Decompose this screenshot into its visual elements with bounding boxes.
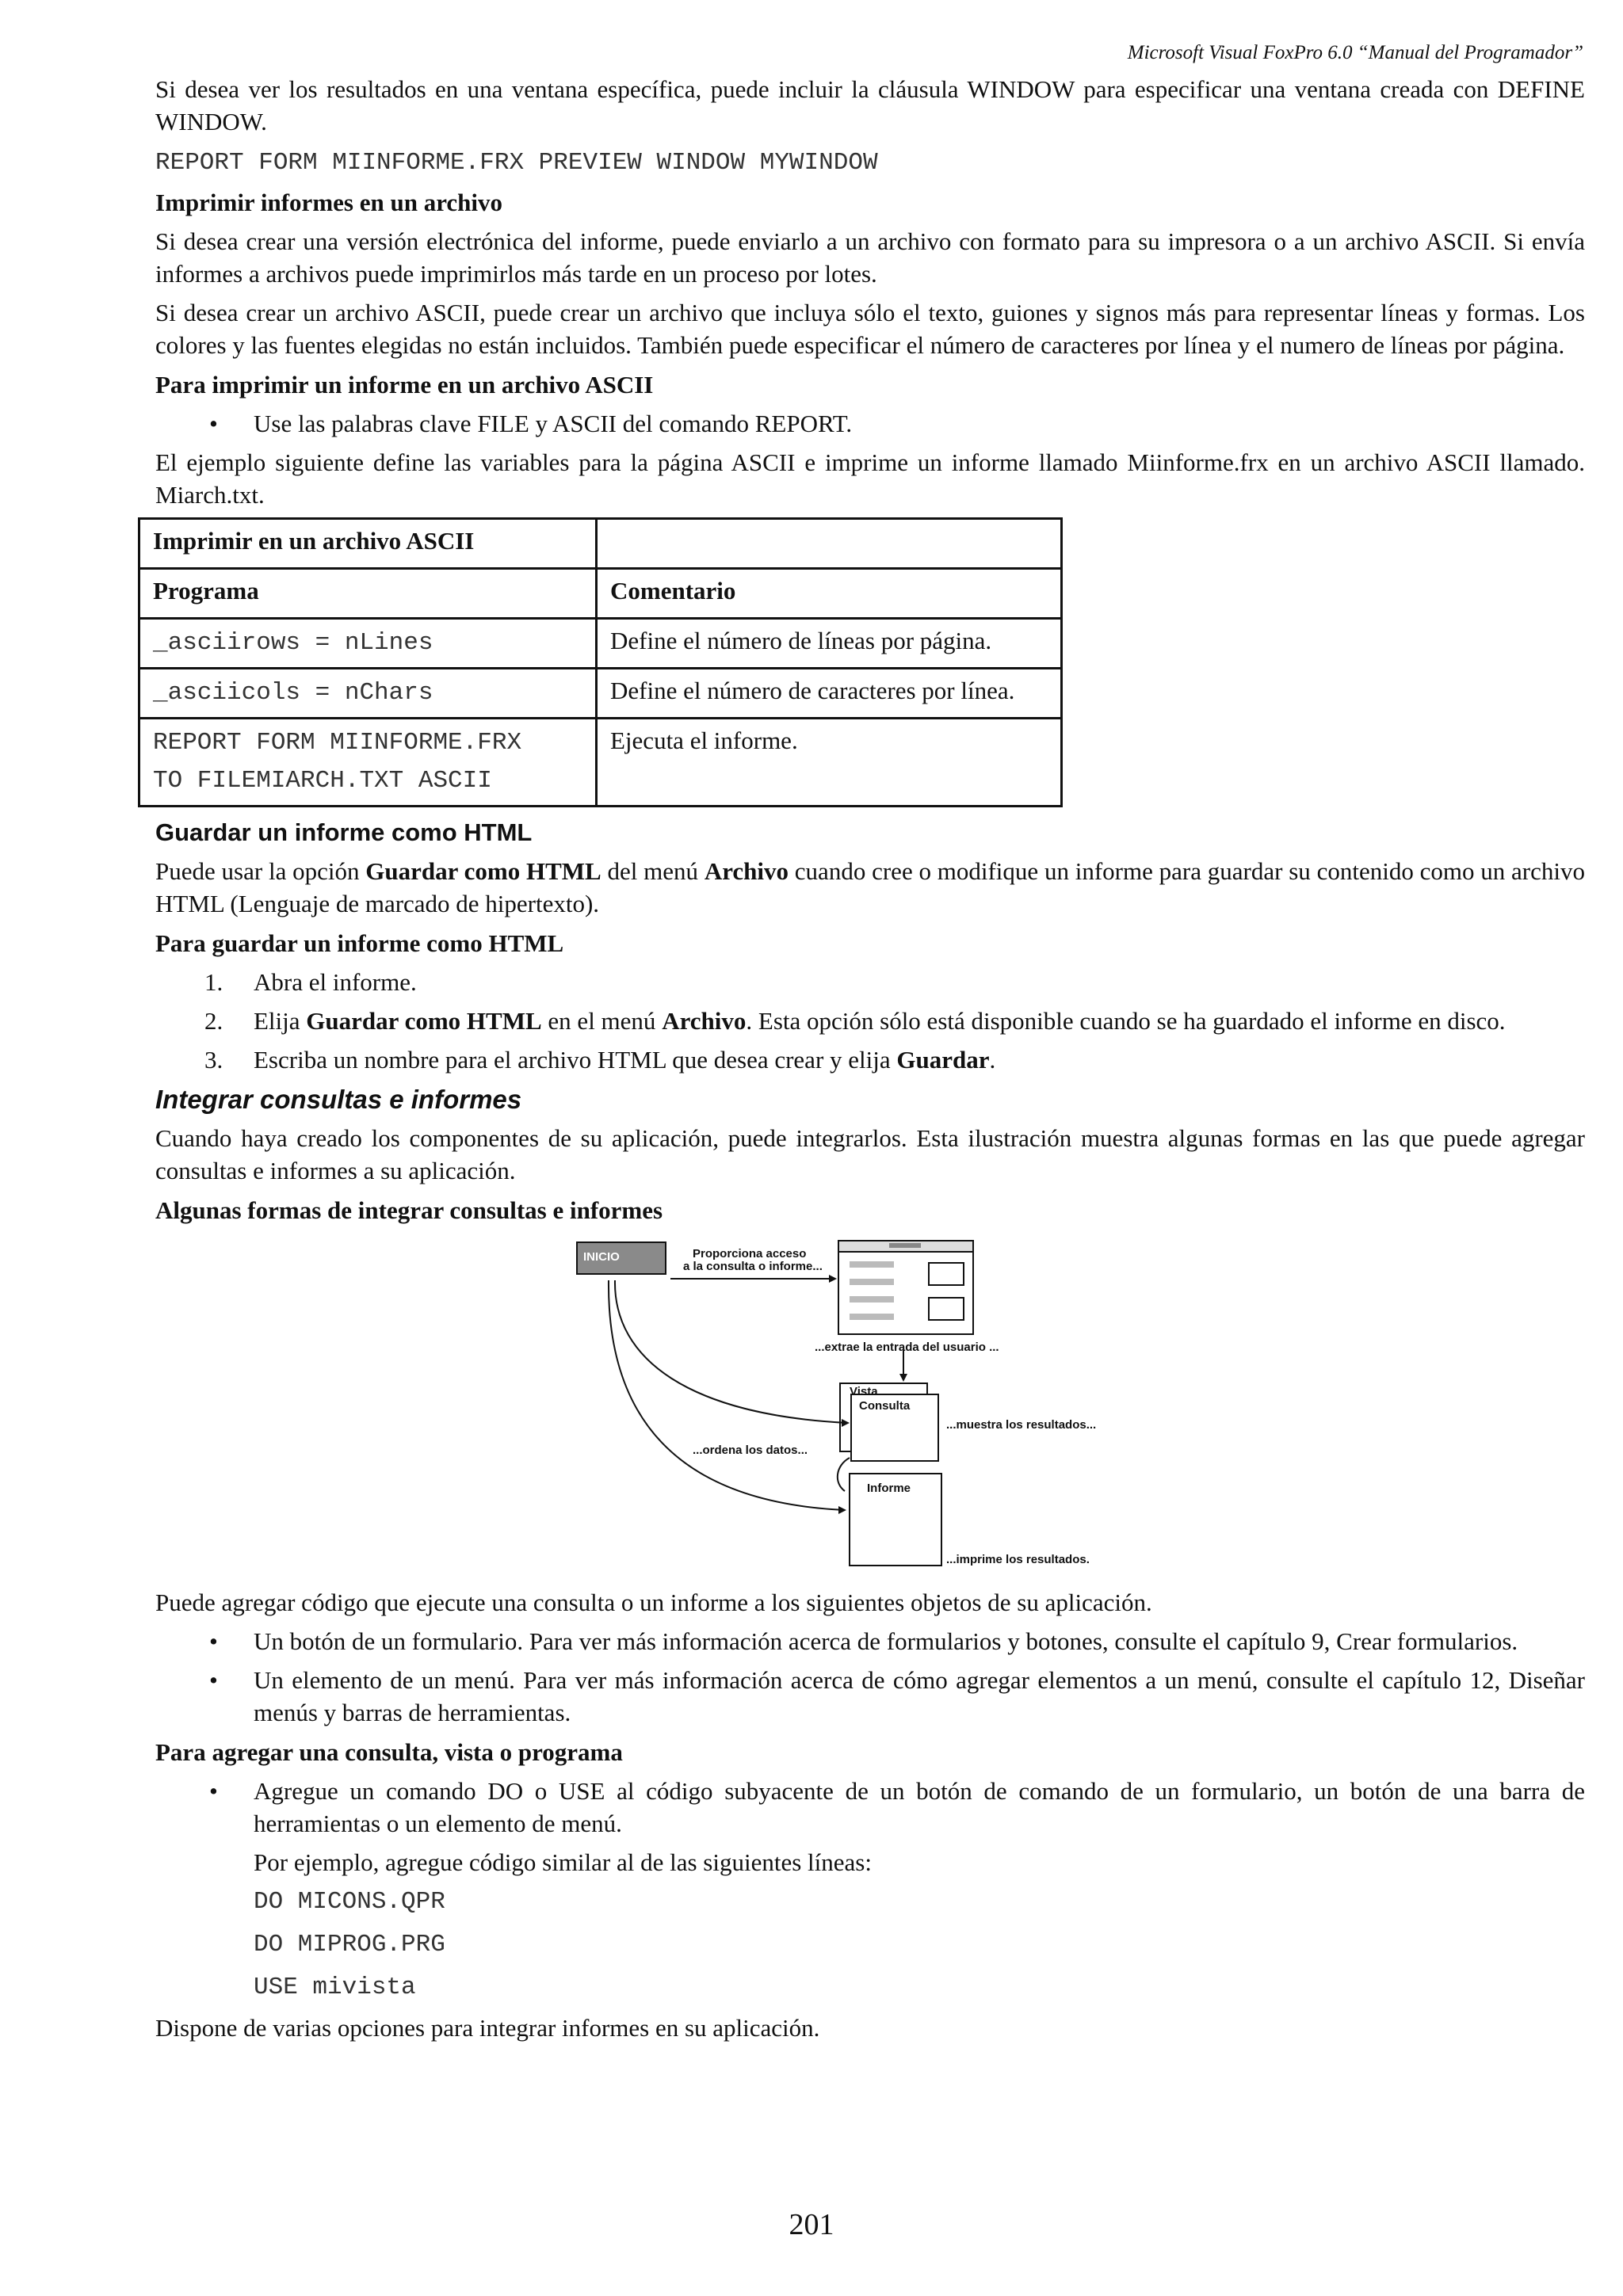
paragraph-ejemplo-ascii: El ejemplo siguiente define las variables para la página ASCII e imprime un informe llamado Miinforme.frx en un archivo ASCII llamado. Miarch.txt. [155,448,1585,509]
imprime-label: ...imprime los resultados. [946,1553,1090,1566]
arrowhead [899,1374,907,1382]
bullet-file-ascii: • Use las palabras clave FILE y ASCII del comando REPORT. [155,407,1585,440]
paragraph-agregar-codigo: Puede agregar código que ejecute una consulta o un informe a los siguientes objetos de su aplicación. [155,1589,1152,1616]
table-comment-cell: Define el número de caracteres por línea. [597,669,1062,719]
table-title: Imprimir en un archivo ASCII [139,519,597,569]
arrowhead [829,1275,837,1283]
paragraph-integrar: Cuando haya creado los componentes de su aplicación, puede integrarlos. Esta ilustración muestra algunas formas en las que puede agregar consultas e informes a su aplicación. [155,1124,1585,1184]
table-code-cell-line2: TO FILEMIARCH.TXT ASCII [153,767,492,795]
table-comment-cell: Define el número de líneas por página. [597,619,1062,669]
heading-imprimir-ascii: Para imprimir un informe en un archivo ASCII [155,371,654,399]
paragraph-archivo-ascii: Si desea crear un archivo ASCII, puede crear un archivo que incluya sólo el texto, guiones y signos más para representar líneas y formas. Los colores y las fuentes elegidas no están incluidos. También puede especificar el número de caracteres por línea y el numero de líneas por página. [155,299,1585,359]
form-title-mark [889,1243,921,1248]
vista-label: Vista [850,1385,878,1398]
integration-diagram [563,1233,1181,1581]
table-row [139,619,1062,669]
table-row [139,719,1062,807]
heading-algunas-formas: Algunas formas de integrar consultas e informes [155,1196,663,1224]
ascii-table [138,517,1063,807]
paragraph-opciones: Dispone de varias opciones para integrar informes en su aplicación. [155,2014,820,2042]
paragraph-por-ejemplo: Por ejemplo, agregue código similar al de las siguientes líneas: [254,1848,872,1876]
table-title-row [139,519,1062,569]
curve-to-consulta [615,1280,848,1423]
heading-imprimir-archivo: Imprimir informes en un archivo [155,189,503,216]
column-header-programa: Programa [139,569,597,619]
muestra-label: ...muestra los resultados... [946,1418,1097,1432]
table-header-row [139,569,1062,619]
table-title-empty-cell [597,519,1062,569]
form-box [929,1298,964,1320]
bullet-comando-do: • Agregue un comando DO o USE al código subyacente de un botón de comando de un formulario, un botón de una barra de herramientas o un elemento de menú. [155,1775,1585,1840]
form-field-line [850,1261,894,1268]
page-number: 201 [789,2208,834,2241]
page-content [155,73,1585,2050]
curve-sort [838,1458,850,1491]
informe-label: Informe [867,1482,911,1495]
bullet-elemento-menu: • Un elemento de un menú. Para ver más información acerca de cómo agregar elementos a un menú, consulte el capítulo 12, Diseñar menús y barras de herramientas. [155,1664,1585,1729]
heading-integrar: Integrar consultas e informes [155,1085,522,1114]
step-2: 2. Elija Guardar como HTML en el menú Archivo. Esta opción sólo está disponible cuando se ha guardado el informe en disco. [204,1007,1506,1035]
arrowhead [838,1506,846,1514]
form-field-line [850,1296,894,1302]
running-header: Microsoft Visual FoxPro 6.0 “Manual del Programador” [1127,42,1583,63]
form-field-line [850,1314,894,1320]
table-comment-cell: Ejecuta el informe. [597,719,1062,807]
heading-agregar-consulta: Para agregar una consulta, vista o programa [155,1738,623,1766]
paragraph-version-electronica: Si desea crear una versión electrónica del informe, puede enviarlo a un archivo con formato para su impresora o a un archivo ASCII. Si envía informes a archivos puede imprimirlos más tarde en un proceso por lotes. [155,227,1585,288]
extrae-label: ...extrae la entrada del usuario ... [815,1341,999,1354]
paragraph-guardar-html: Puede usar la opción Guardar como HTML del menú Archivo cuando cree o modifique un informe para guardar su contenido como un archivo HTML (Lenguaje de marcado de hipertexto). [155,857,1585,917]
heading-para-guardar-html: Para guardar un informe como HTML [155,929,564,957]
access-label-1: Proporciona acceso [693,1247,807,1261]
table-code-cell: _asciicols = nChars [153,679,433,707]
table-code-cell: _asciirows = nLines [153,629,433,657]
consulta-label: Consulta [859,1399,911,1413]
paragraph-window: Si desea ver los resultados en una ventana específica, puede incluir la cláusula WINDOW para especificar una ventana creada con DEFINE WINDOW. [155,75,1585,135]
inicio-label: INICIO [583,1250,620,1264]
curve-to-informe [609,1280,845,1510]
step-1: 1. Abra el informe. [204,968,417,996]
access-label-2: a la consulta o informe... [683,1260,823,1273]
code-do-miprog: DO MIPROG.PRG [254,1931,445,1958]
step-3: 3. Escriba un nombre para el archivo HTML que desea crear y elija Guardar. [204,1046,996,1074]
code-report-preview: REPORT FORM MIINFORME.FRX PREVIEW WINDOW MYWINDOW [155,149,878,177]
code-use-mivista: USE mivista [254,1974,416,2001]
heading-guardar-html: Guardar un informe como HTML [155,818,533,846]
ordena-label: ...ordena los datos... [693,1444,808,1457]
table-code-cell: REPORT FORM MIINFORME.FRX [153,729,522,757]
column-header-comentario: Comentario [597,569,1062,619]
bullet-boton-formulario: • Un botón de un formulario. Para ver más información acerca de formularios y botones, consulte el capítulo 9, Crear formularios. [155,1625,1585,1657]
form-box [929,1263,964,1285]
form-field-line [850,1279,894,1285]
code-do-micons: DO MICONS.QPR [254,1888,445,1916]
table-row [139,669,1062,719]
